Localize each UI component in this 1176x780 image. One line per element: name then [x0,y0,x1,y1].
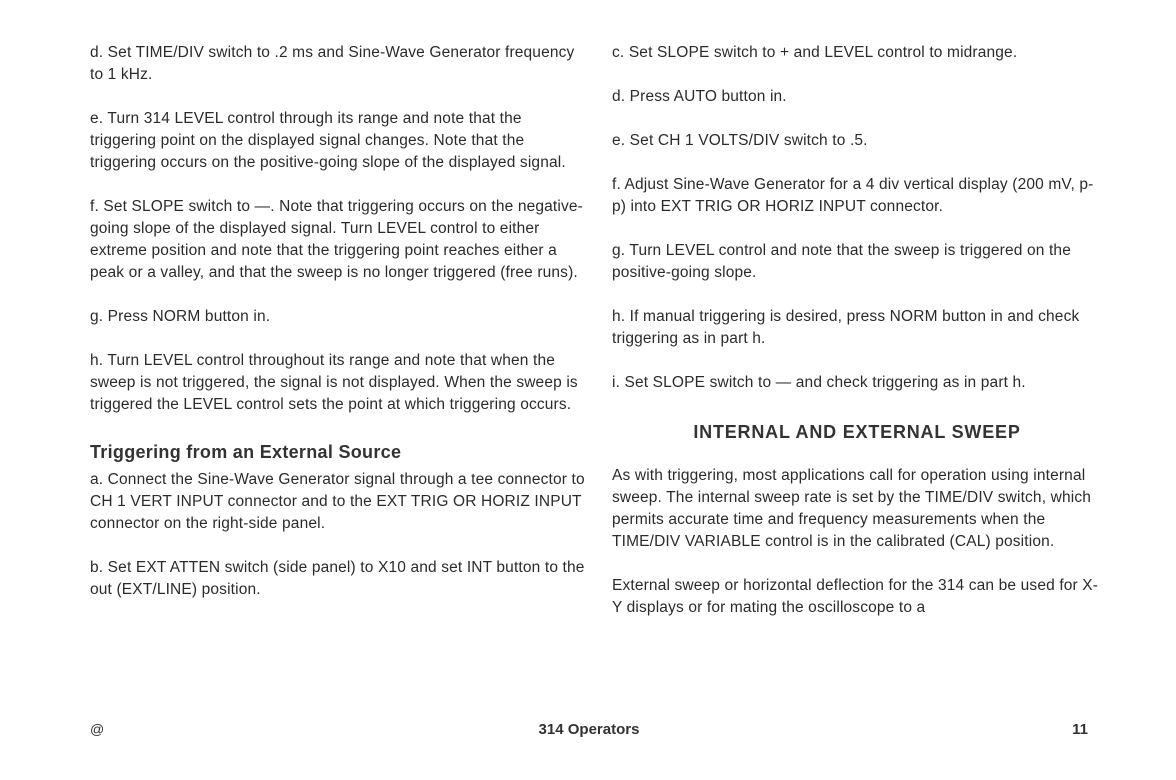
publisher-logo: @ [90,721,105,737]
right-column [612,42,1102,619]
page-footer [90,721,1088,743]
sweep-paragraph-internal: As with triggering, most applications call for operation using internal sweep. The internal sweep rate is set by the TIME/DIV switch, which permits accurate time and frequency measurements when the TIME/DIV VARIABLE control is in the calibrated (CAL) position. [612,467,1091,550]
left-column [90,42,585,601]
step-c-slope-plus: c. Set SLOPE switch to + and LEVEL control to midrange. [612,44,1018,61]
step-g-level-positive: g. Turn LEVEL control and note that the sweep is triggered on the positive-going slope. [612,242,1071,281]
step-e-volts-div: e. Set CH 1 VOLTS/DIV switch to .5. [612,132,868,149]
subheading-external-source: Triggering from an External Source [90,442,402,462]
section-heading-sweep: INTERNAL AND EXTERNAL SWEEP [693,422,1021,442]
step-h-manual-trigger: h. If manual triggering is desired, press NORM button in and check triggering as in part h. [612,308,1080,347]
page-number: 11 [1072,721,1088,738]
step-d-auto-button: d. Press AUTO button in. [612,88,787,105]
step-i-slope-minus: i. Set SLOPE switch to — and check triggering as in part h. [612,374,1026,391]
ext-step-a-connect: a. Connect the Sine-Wave Generator signal through a tee connector to CH 1 VERT INPUT connector and to the EXT TRIG OR HORIZ INPUT connector on the right-side panel. [90,471,585,532]
step-d-time-div: d. Set TIME/DIV switch to .2 ms and Sine-Wave Generator frequency to 1 kHz. [90,44,575,83]
step-e-level-control: e. Turn 314 LEVEL control through its range and note that the triggering point on the displayed signal changes. Note that the triggering occurs on the positive-going slope of the displayed signal. [90,110,566,171]
footer-title: 314 Operators [538,721,640,738]
step-g-norm-button: g. Press NORM button in. [90,308,271,325]
step-f-slope-negative: f. Set SLOPE switch to —. Note that triggering occurs on the negative-going slope of the displayed signal. Turn LEVEL control to either extreme position and note that the triggering point reaches either a peak or a valley, and that the sweep is no longer triggered (free runs). [90,198,583,281]
step-h-level-range: h. Turn LEVEL control throughout its range and note that when the sweep is not triggered, the signal is not displayed. When the sweep is triggered the LEVEL control sets the point at which triggering occurs. [90,352,578,413]
sweep-paragraph-external: External sweep or horizontal deflection for the 314 can be used for X-Y displays or for mating the oscilloscope to a [612,577,1099,616]
step-f-adjust-generator: f. Adjust Sine-Wave Generator for a 4 div vertical display (200 mV, p-p) into EXT TRIG OR HORIZ INPUT connector. [612,176,1094,215]
ext-step-b-atten: b. Set EXT ATTEN switch (side panel) to X10 and set INT button to the out (EXT/LINE) position. [90,559,585,598]
